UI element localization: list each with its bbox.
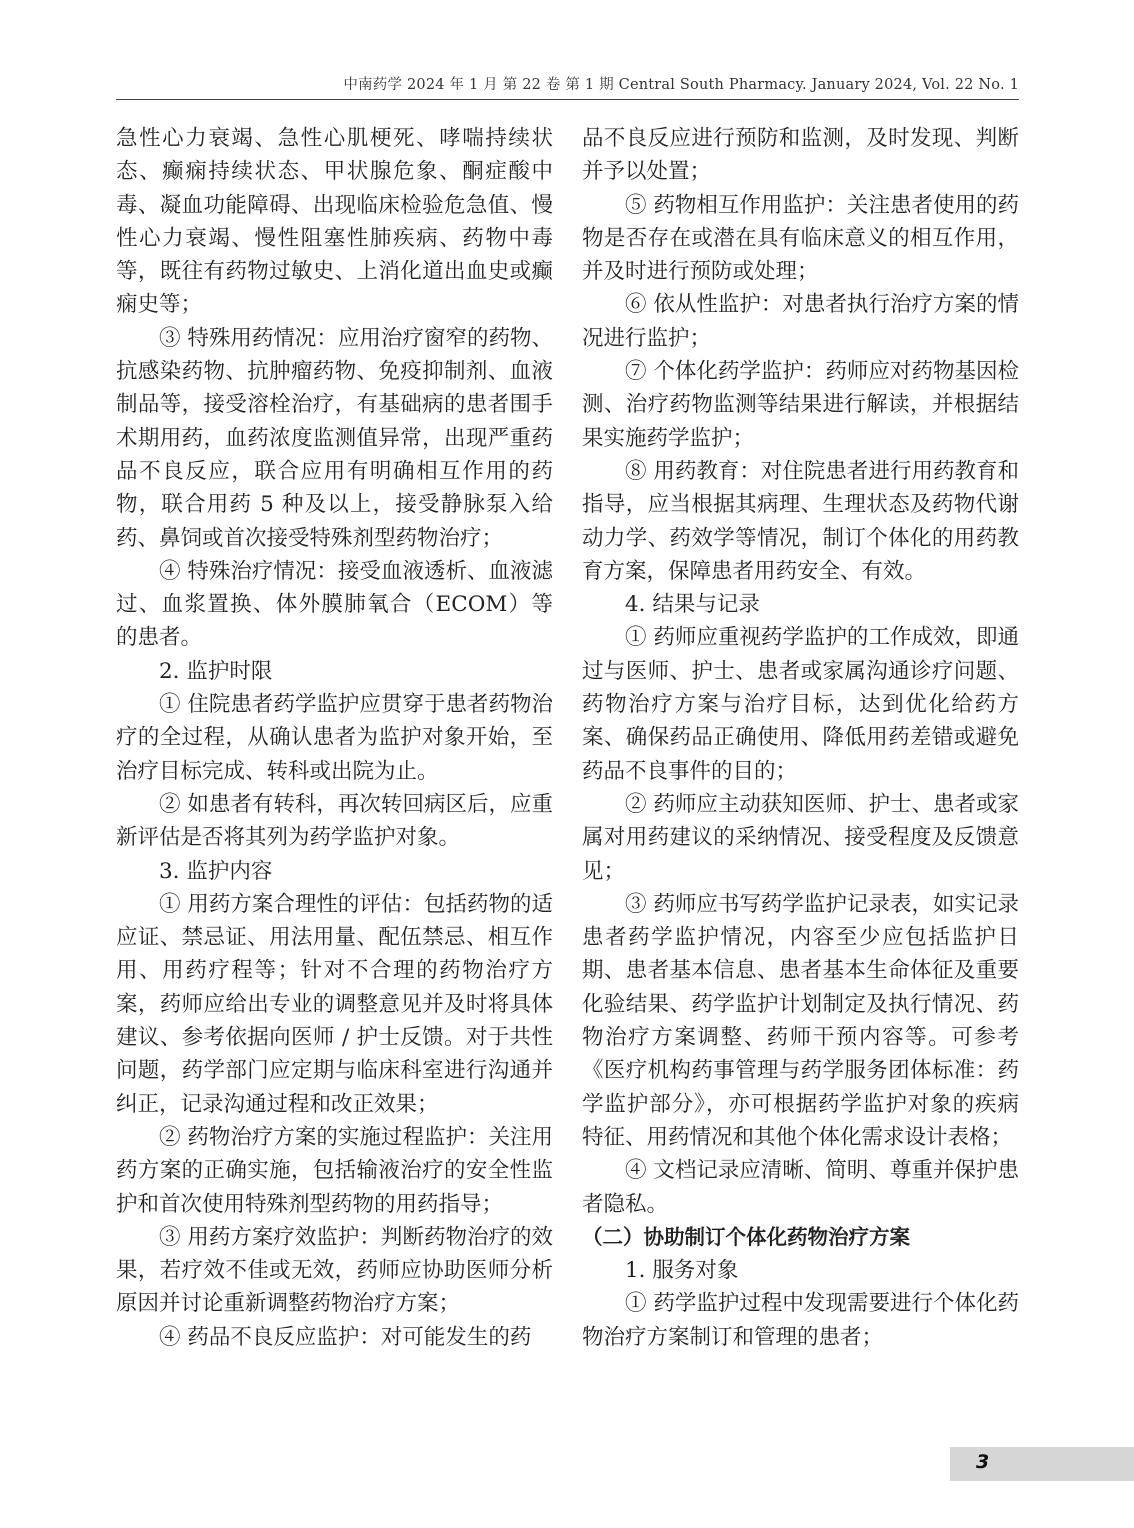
right-column [582, 122, 1019, 1354]
section-heading: （二）协助制订个体化药物治疗方案 [582, 1224, 910, 1249]
paragraph: ① 药学监护过程中发现需要进行个体化药物治疗方案制订和管理的患者； [582, 1291, 1019, 1350]
paragraph: ③ 用药方案疗效监护：判断药物治疗的效果，若疗效不佳或无效，药师应协助医师分析原因并讨论重新调整药物治疗方案； [116, 1224, 553, 1317]
paragraph: ⑥ 依从性监护：对患者执行治疗方案的情况进行监护； [582, 292, 1019, 351]
paragraph: 急性心力衰竭、急性心肌梗死、哮喘持续状态、癫痫持续状态、甲状腺危象、酮症酸中毒、凝血功能障碍、出现临床检验危急值、慢性心力衰竭、慢性阻塞性肺疾病、药物中毒等，既往有药物过敏史、上消化道出血史或癫痫史等； [116, 126, 553, 318]
paragraph: ⑧ 用药教育：对住院患者进行用药教育和指导，应当根据其病理、生理状态及药物代谢动力学、药效学等情况，制订个体化的用药教育方案，保障患者用药安全、有效。 [582, 458, 1019, 584]
page-number-tab [950, 1447, 1134, 1481]
paragraph: 1. 服务对象 [625, 1258, 739, 1284]
paragraph: ⑦ 个体化药学监护：药师应对药物基因检测、治疗药物监测等结果进行解读，并根据结果实施药学监护； [582, 359, 1019, 451]
paragraph: ④ 药品不良反应监护：对可能发生的药 [159, 1324, 532, 1350]
header-rule [116, 99, 1019, 100]
page-number: 3 [976, 1451, 990, 1473]
paragraph: ③ 特殊用药情况：应用治疗窗窄的药物、抗感染药物、抗肿瘤药物、免疫抑制剂、血液制品等，接受溶栓治疗，有基础病的患者围手术期用药，血药浓度监测值异常，出现严重药品不良反应，联合应用有明确相互作用的药物，联合用药 5 种及以上，接受静脉泵入给药、鼻饲或首次接受特殊剂型药物治疗； [116, 325, 553, 551]
paragraph: ① 用药方案合理性的评估：包括药物的适应证、禁忌证、用法用量、配伍禁忌、相互作用、用药疗程等；针对不合理的药物治疗方案，药师应给出专业的调整意见并及时将具体建议、参考依据向医师 / 护士反馈。对于共性问题，药学部门应定期与临床科室进行沟通并纠正，记录沟通过程和改正效果； [116, 891, 553, 1117]
paragraph: ② 药物治疗方案的实施过程监护：关注用药方案的正确实施，包括输液治疗的安全性监护和首次使用特殊剂型药物的用药指导； [116, 1124, 553, 1217]
paragraph: ① 药师应重视药学监护的工作成效，即通过与医师、护士、患者或家属沟通诊疗问题、药物治疗方案与治疗目标，达到优化给药方案、确保药品正确使用、降低用药差错或避免药品不良事件的目的； [582, 625, 1019, 784]
paragraph: ③ 药师应书写药学监护记录表，如实记录患者药学监护情况，内容至少应包括监护日期、患者基本信息、患者基本生命体征及重要化验结果、药学监护计划制定及执行情况、药物治疗方案调整、药师干预内容等。可参考《医疗机构药事管理与药学服务团体标准：药学监护部分》，亦可根据药学监护对象的疾病特征、用药情况和其他个体化需求设计表格； [582, 891, 1019, 1150]
paragraph: ① 住院患者药学监护应贯穿于患者药物治疗的全过程，从确认患者为监护对象开始，至治疗目标完成、转科或出院为止。 [116, 692, 553, 784]
running-head: 中南药学 2024 年 1 月 第 22 卷 第 1 期 Central South Pharmacy. January 2024, Vol. 22 No. 1 [343, 77, 1019, 93]
paragraph: ④ 特殊治疗情况：接受血液透析、血液滤过、血浆置换、体外膜肺氧合（ECOM）等的患者。 [116, 558, 553, 651]
paragraph: ② 药师应主动获知医师、护士、患者或家属对用药建议的采纳情况、接受程度及反馈意见； [582, 791, 1019, 884]
paragraph: 4. 结果与记录 [625, 592, 760, 618]
paragraph: ⑤ 药物相互作用监护：关注患者使用的药物是否存在或潜在具有临床意义的相互作用，并及时进行预防或处理； [582, 192, 1019, 285]
paragraph: 3. 监护内容 [159, 858, 273, 884]
paragraph: 2. 监护时限 [159, 658, 273, 684]
paragraph: 品不良反应进行预防和监测，及时发现、判断并予以处置； [582, 126, 1019, 185]
left-column [116, 122, 553, 1354]
paragraph: ② 如患者有转科，再次转回病区后，应重新评估是否将其列为药学监护对象。 [116, 791, 553, 851]
paragraph: ④ 文档记录应清晰、简明、尊重并保护患者隐私。 [582, 1158, 1019, 1217]
